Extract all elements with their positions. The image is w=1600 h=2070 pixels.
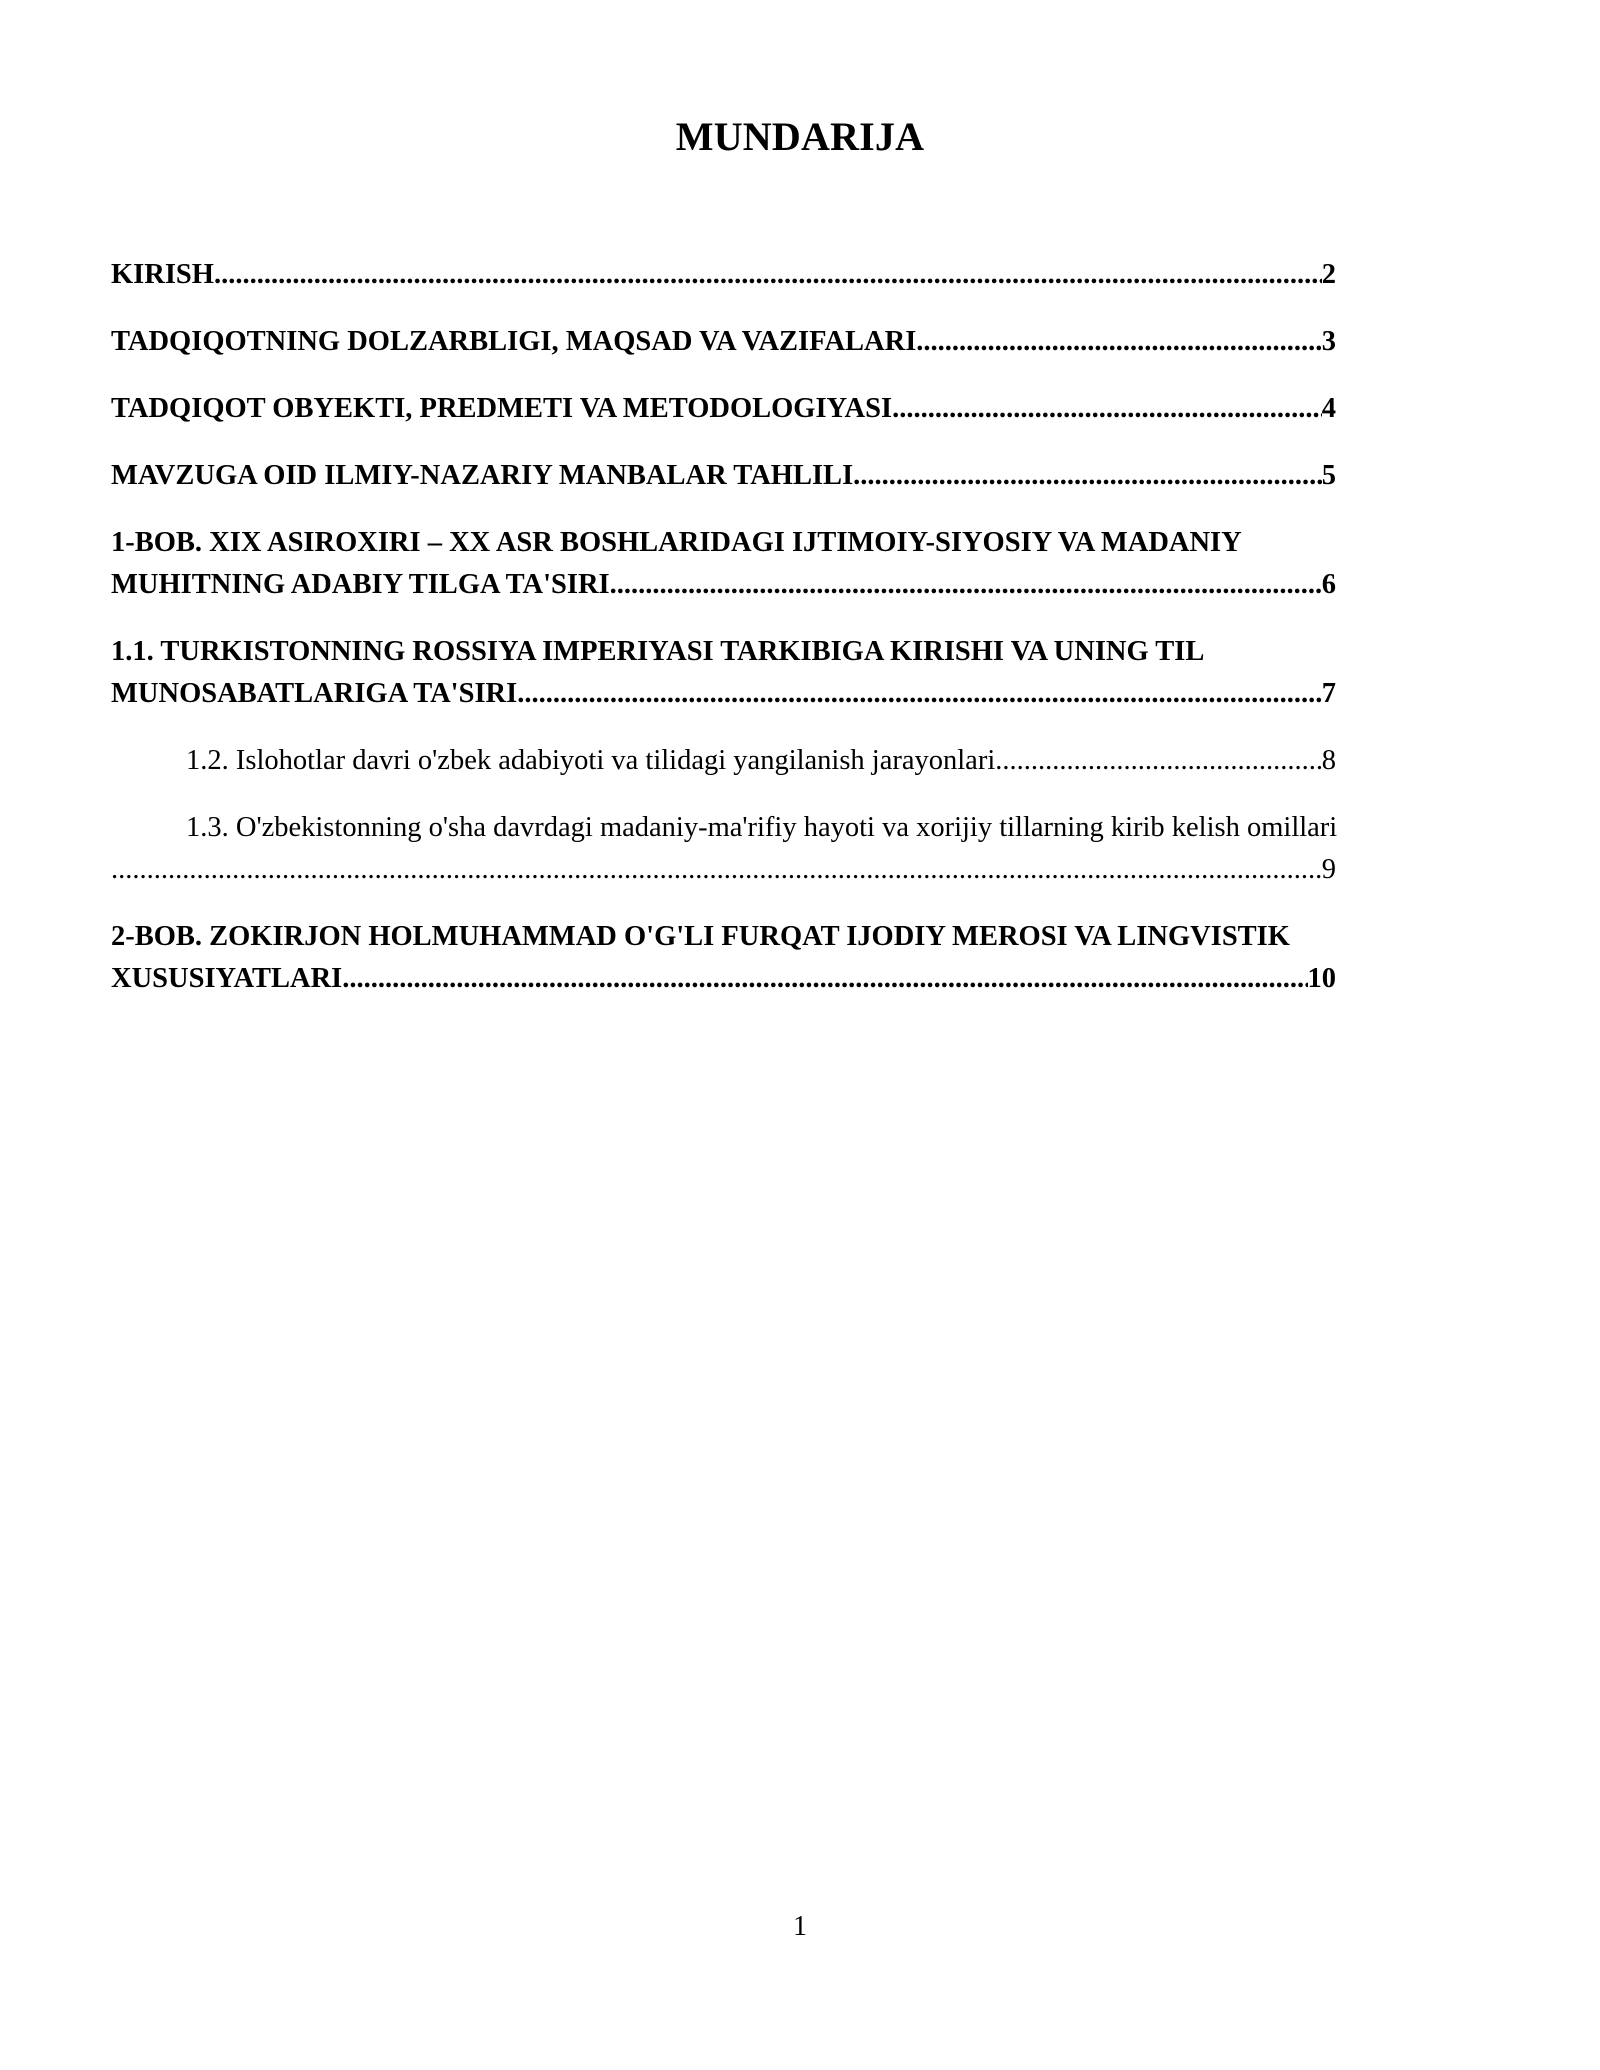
toc-entry-title: XUSUSIYATLARI	[111, 963, 343, 994]
toc-entry-title-line1: 2-BOB. ZOKIRJON HOLMUHAMMAD O'G'LI FURQAT IJODIY MEROSI VA LINGVISTIK	[111, 921, 1290, 952]
toc-entry-title: TADQIQOTNING DOLZARBLIGI, MAQSAD VA VAZIFALARI	[111, 326, 917, 357]
toc-entry-section-1-3[interactable]	[186, 807, 1337, 891]
page-title: MUNDARIJA	[675, 114, 925, 159]
toc-entry-section-1-1[interactable]	[111, 631, 1336, 715]
toc-leader-dots	[610, 564, 1322, 606]
toc-entry-title: KIRISH	[111, 259, 214, 290]
toc-entry-title: 1.2. Islohotlar davri o'zbek adabiyoti va tilidagi yangilanish jarayonlari	[186, 745, 996, 776]
toc-page-number: 10	[1307, 963, 1336, 994]
toc-entry-chapter-2[interactable]	[111, 916, 1336, 1000]
page-number: 1	[793, 1911, 807, 1942]
toc-entry-dolzarbligi[interactable]	[111, 321, 1336, 363]
toc-entry-title: MAVZUGA OID ILMIY-NAZARIY MANBALAR TAHLILI	[111, 460, 854, 491]
toc-entry-kirish[interactable]	[111, 254, 1336, 296]
toc-entry-title: MUHITNING ADABIY TILGA TA'SIRI	[111, 569, 610, 600]
toc-entry-obyekti[interactable]	[111, 388, 1336, 430]
toc-leader-dots	[517, 673, 1322, 715]
toc-leader-dots	[111, 849, 1322, 891]
toc-page-number: 9	[1321, 854, 1336, 885]
toc-entry-title-line1: 1.3. O'zbekistonning o'sha davrdagi madaniy-ma'rifiy hayoti va xorijiy tillarning kirib kelish omillari	[186, 812, 1338, 843]
toc-leader-dots	[214, 254, 1322, 296]
toc-entry-title-line1: 1-BOB. XIX ASIROXIRI – XX ASR BOSHLARIDAGI IJTIMOIY-SIYOSIY VA MADANIY	[111, 527, 1242, 558]
toc-page-number: 2	[1321, 259, 1336, 290]
toc-entry-title: TADQIQOT OBYEKTI, PREDMETI VA METODOLOGIYASI	[111, 393, 893, 424]
toc-entry-title-line1: 1.1. TURKISTONNING ROSSIYA IMPERIYASI TARKIBIGA KIRISHI VA UNING TIL	[111, 636, 1205, 667]
toc-entry-manbalar[interactable]	[111, 455, 1336, 497]
toc-leader-dots	[995, 740, 1322, 782]
toc-page-number: 4	[1321, 393, 1336, 424]
toc-page-number: 5	[1321, 460, 1336, 491]
toc-entry-section-1-2[interactable]	[186, 740, 1336, 782]
toc-entry-chapter-1[interactable]	[111, 522, 1336, 606]
toc-entry-title: MUNOSABATLARIGA TA'SIRI	[111, 678, 518, 709]
toc-leader-dots	[342, 958, 1307, 1000]
toc-leader-dots	[916, 321, 1321, 363]
toc-leader-dots	[892, 388, 1322, 430]
toc-leader-dots	[853, 455, 1322, 497]
toc-page-number: 6	[1321, 569, 1336, 600]
toc-page-number: 7	[1321, 678, 1336, 709]
toc-page-number: 3	[1321, 326, 1336, 357]
toc-page-number: 8	[1321, 745, 1336, 776]
